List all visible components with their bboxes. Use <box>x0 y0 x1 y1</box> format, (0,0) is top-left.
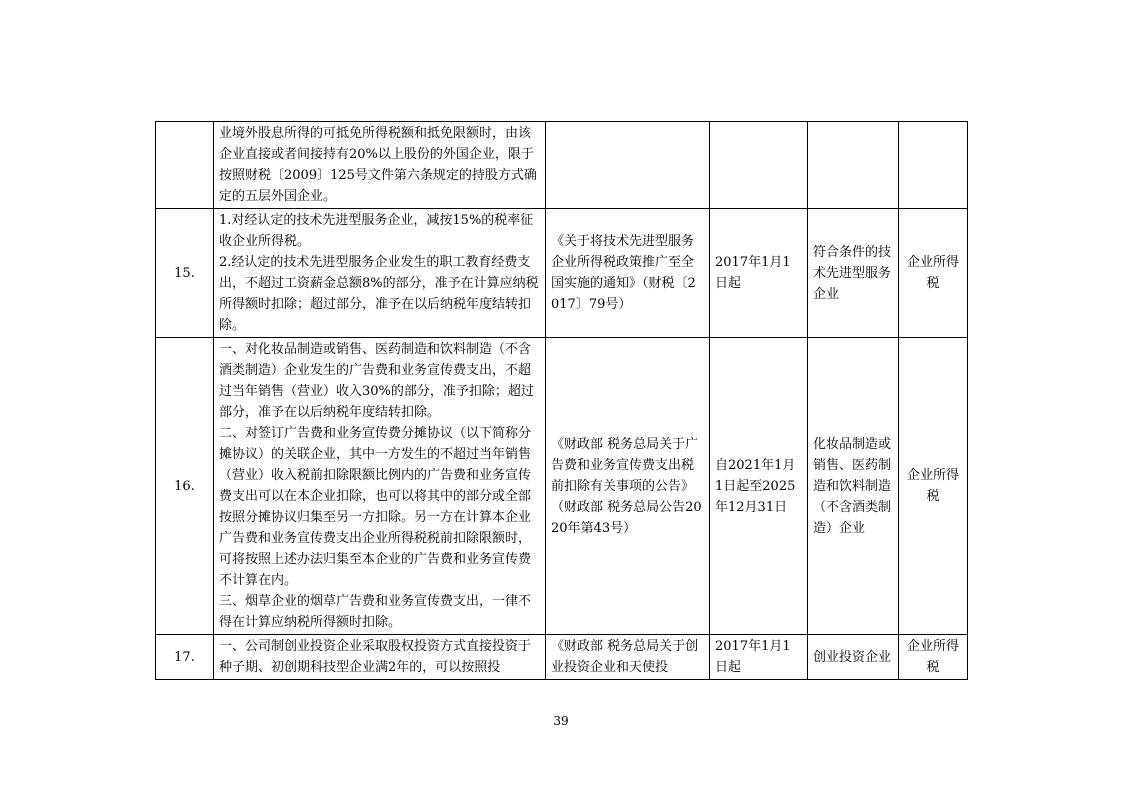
eligible-object <box>808 122 899 209</box>
page-number: 39 <box>553 714 569 728</box>
table-row <box>156 635 968 680</box>
tax-type: 企业所得税 <box>899 209 968 338</box>
table-row <box>156 338 968 635</box>
eligible-object: 化妆品制造或销售、医药制造和饮料制造（不含酒类制造）企业 <box>808 338 899 635</box>
policy-content <box>214 635 546 680</box>
row-number: 17. <box>156 635 214 680</box>
content-paragraph: 二、对签订广告费和业务宣传费分摊协议（以下简称分摊协议）的关联企业，其中一方发生的不超过当年销售（营业）收入税前扣除限额比例内的广告费和业务宣传费支出可以在本企业扣除，也可以将其中的部分或全部按照分摊协议归集至另一方扣除。另一方在计算本企业广告费和业务宣传费支出企业所得税税前扣除限额时，可将按照上述办法归集至本企业的广告费和业务宣传费不计算在内。 <box>219 426 532 588</box>
eligible-object: 创业投资企业 <box>808 635 899 680</box>
content-paragraph: 2.经认定的技术先进型服务企业发生的职工教育经费支出，不超过工资薪金总额8%的部分，准予在计算应纳税所得额时扣除；超过部分，准予在以后纳税年度结转扣除。 <box>219 255 539 333</box>
policy-basis <box>546 122 710 209</box>
policy-basis: 《关于将技术先进型服务企业所得税政策推广至全国实施的通知》（财税〔2017〕79号） <box>546 209 710 338</box>
content-paragraph: 业境外股息所得的可抵免所得税额和抵免限额时，由该企业直接或者间接持有20%以上股份的外国企业，限于按照财税〔2009〕125号文件第六条规定的持股方式确定的五层外国企业。 <box>219 126 537 204</box>
effective-date: 2017年1月1日起 <box>710 635 808 680</box>
effective-date <box>710 122 808 209</box>
table-row <box>156 209 968 338</box>
table-row <box>156 122 968 209</box>
effective-date: 自2021年1月1日起至2025年12月31日 <box>710 338 808 635</box>
content-paragraph: 三、烟草企业的烟草广告费和业务宣传费支出，一律不得在计算应纳税所得额时扣除。 <box>219 594 532 630</box>
tax-type: 企业所得税 <box>899 635 968 680</box>
policy-content <box>214 122 546 209</box>
content-paragraph: 一、对化妆品制造或销售、医药制造和饮料制造（不含酒类制造）企业发生的广告费和业务宣传费支出，不超过当年销售（营业）收入30%的部分，准予扣除；超过部分，准予在以后纳税年度结转扣除。 <box>219 342 534 420</box>
tax-type <box>899 122 968 209</box>
effective-date: 2017年1月1日起 <box>710 209 808 338</box>
policy-content <box>214 338 546 635</box>
policy-basis: 《财政部 税务总局关于创业投资企业和天使投 <box>546 635 710 680</box>
tax-type: 企业所得税 <box>899 338 968 635</box>
content-paragraph: 一、公司制创业投资企业采取股权投资方式直接投资于种子期、初创期科技型企业满2年的，可以按照投 <box>219 639 532 675</box>
row-number: 16. <box>156 338 214 635</box>
policy-basis: 《财政部 税务总局关于广告费和业务宣传费支出税前扣除有关事项的公告》（财政部 税务总局公告2020年第43号） <box>546 338 710 635</box>
policy-content <box>214 209 546 338</box>
content-paragraph: 1.对经认定的技术先进型服务企业，减按15%的税率征收企业所得税。 <box>219 213 534 249</box>
tax-policy-table <box>155 121 968 680</box>
row-number <box>156 122 214 209</box>
row-number: 15. <box>156 209 214 338</box>
eligible-object: 符合条件的技术先进型服务企业 <box>808 209 899 338</box>
